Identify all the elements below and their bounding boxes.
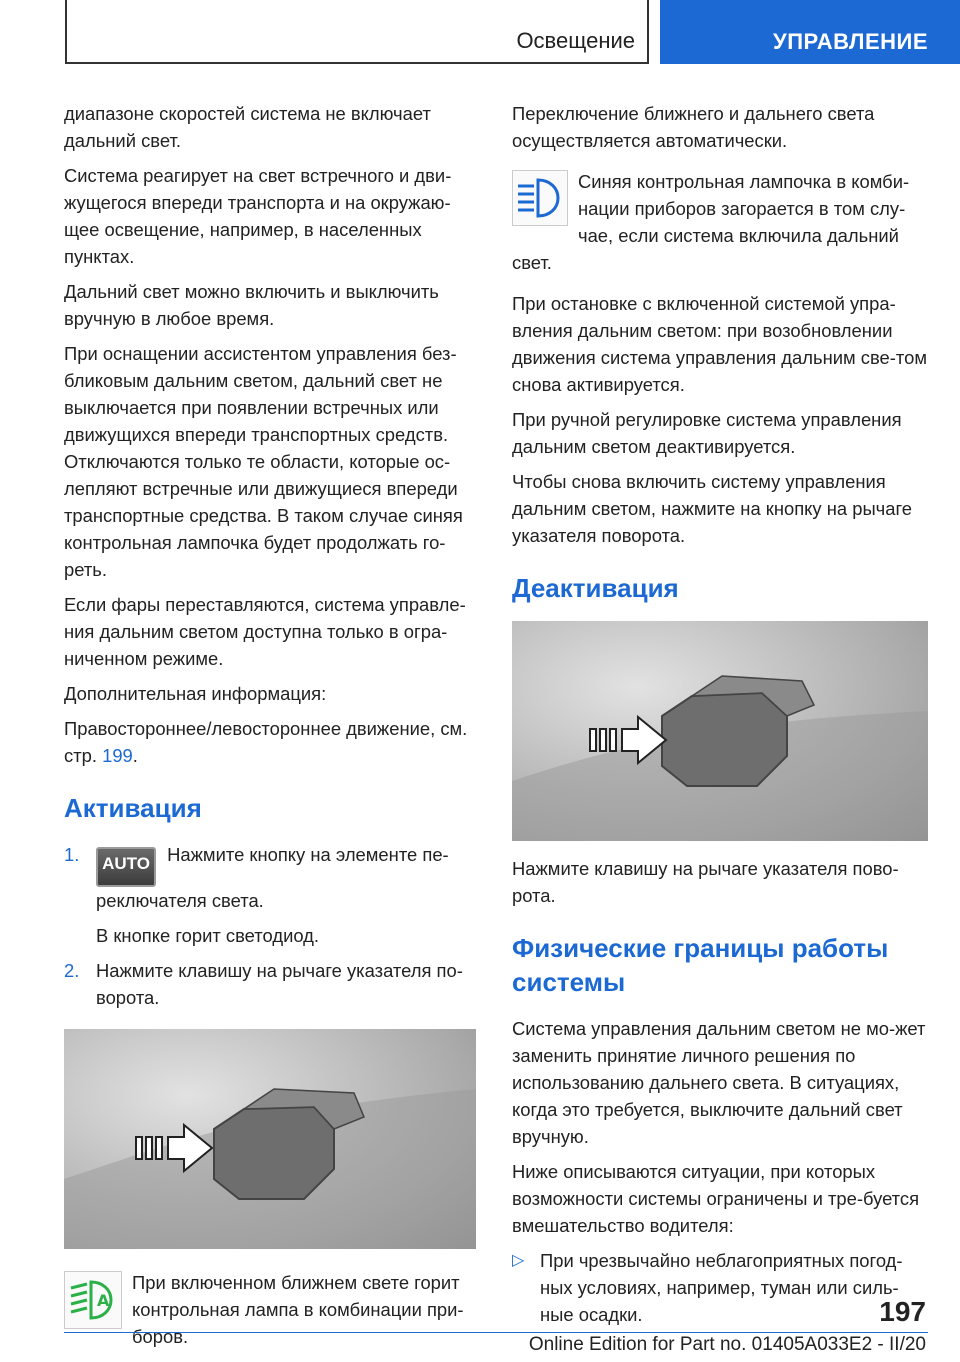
low-beam-note-text: При включенном ближнем свете горит контрольная лампа в комбинации при-боров. (132, 1272, 464, 1347)
header-section-box (65, 0, 649, 64)
header-chapter-box (660, 0, 960, 64)
lever-illustration (512, 621, 928, 841)
paragraph: Чтобы снова включить систему управления дальним светом, нажмите на кнопку на рычаге указателя поворота. (512, 471, 913, 546)
paragraph-text: Правостороннее/левостороннее движение, см. стр. (64, 718, 468, 766)
paragraph-end: . (132, 745, 138, 766)
activation-heading: Активация (64, 793, 202, 823)
bullet-triangle-icon: ▷ (512, 1252, 525, 1269)
limits-bullet-item (512, 1247, 928, 1328)
low-beam-indicator-icon (64, 1271, 122, 1329)
step-subtext: В кнопке горит светодиод. (96, 925, 320, 946)
paragraph: диапазоне скоростей система не включает дальний свет. (64, 103, 431, 151)
page-number: 197 (879, 1296, 926, 1327)
lever-photo-activation (64, 1029, 476, 1249)
paragraph: При оснащении ассистентом управления без-бликовым дальним светом, дальний свет не выключается при появлении встречных или движущихся впереди транспортных средств. Отключаются только те области, которые ос-лепляют встречные или движущиеся впереди транспортные средства. В таком случае синяя контрольная лампочка будет продолжать го-реть. (64, 343, 463, 580)
paragraph-with-link (64, 715, 476, 769)
svg-text:A: A (97, 1291, 110, 1310)
lever-illustration (64, 1029, 476, 1249)
step-text: Нажмите кнопку на элементе пе-реключателя света. (96, 844, 449, 911)
paragraph: При ручной регулировке система управления дальним светом деактивируется. (512, 409, 902, 457)
bullet-text: При чрезвычайно неблагоприятных погод-ных условиях, например, туман или силь-ные осадки. (540, 1250, 903, 1325)
deactivation-heading: Деактивация (512, 573, 679, 603)
step-text: Нажмите клавишу на рычаге указателя по-ворота. (96, 960, 463, 1008)
high-beam-note-text: Синяя контрольная лампочка в комби-нации приборов загорается в том слу-чае, если система включила дальний свет. (512, 171, 910, 273)
high-beam-note (512, 168, 928, 276)
header-chapter-title: УПРАВЛЕНИЕ (773, 29, 928, 54)
auto-button-icon: AUTO (96, 847, 156, 887)
step-subitem (64, 922, 476, 949)
paragraph: Система управления дальним светом не мо-жет заменить принятие личного решения по использованию дальнего света. В ситуациях, когда это требуется, выключите дальний свет вручную. (512, 1018, 926, 1147)
paragraph: Дальний свет можно включить и выключить вручную в любое время. (64, 281, 439, 329)
step-item (64, 841, 476, 914)
header-section-title: Освещение (516, 28, 635, 53)
paragraph: Ниже описываются ситуации, при которых возможности системы ограничены и тре-буется вмешательство водителя: (512, 1161, 920, 1236)
paragraph: Система реагирует на свет встречного и дви-жущегося впереди транспорта и на окружаю-щее освещение, например, в населенных пунктах. (64, 165, 452, 267)
step-item (64, 957, 476, 1011)
page-reference-link[interactable]: 199 (102, 745, 133, 766)
footer-divider (64, 1332, 928, 1333)
left-column (64, 100, 476, 1358)
activation-steps (64, 841, 476, 1011)
step-number: 1. (64, 844, 80, 865)
low-beam-note (64, 1269, 476, 1350)
right-column (512, 100, 928, 1328)
deactivation-caption: Нажмите клавишу на рычаге указателя пово-рота. (512, 858, 899, 906)
lever-photo-deactivation (512, 621, 928, 841)
paragraph: При остановке с включенной системой упра-вления дальним светом: при возобновлении движения система управления дальним све-том снова активируется. (512, 293, 927, 395)
step-number: 2. (64, 960, 80, 981)
paragraph: Если фары переставляются, система управле-ния дальним светом доступна только в огра-ниченном режиме. (64, 594, 466, 669)
paragraph: Дополнительная информация: (64, 683, 327, 704)
footer-edition: Online Edition for Part no. 01405A033E2 - II/20 (528, 1334, 926, 1355)
limits-heading: Физические границы работы системы (512, 933, 889, 997)
high-beam-indicator-icon (512, 170, 568, 226)
paragraph: Переключение ближнего и дальнего света осуществляется автоматически. (512, 103, 875, 151)
